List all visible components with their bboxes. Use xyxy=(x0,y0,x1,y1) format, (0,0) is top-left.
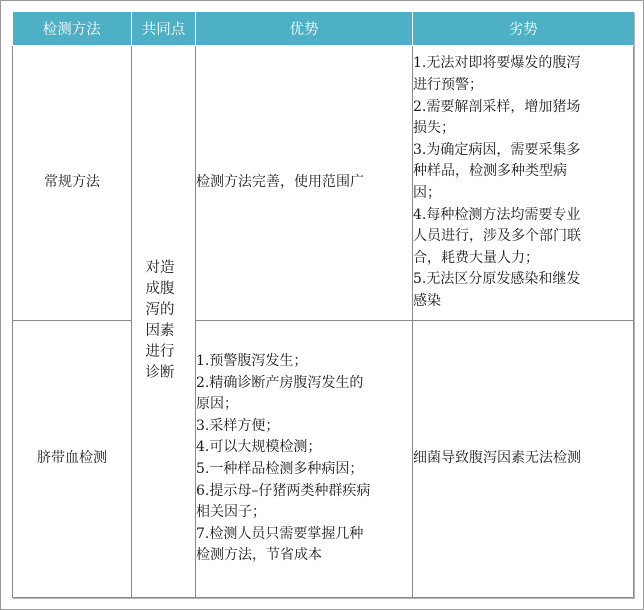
advantage-conventional: 检测方法完善，使用范围广 xyxy=(196,46,413,321)
list-item: 5.无法区分原发感染和继发 xyxy=(413,271,581,288)
list-item: 3.采样方便； xyxy=(196,417,280,434)
list-item: 人员进行，涉及多个部门联 xyxy=(413,228,581,245)
list-item: 4.可以大规模检测； xyxy=(196,439,322,456)
list-item: 感染 xyxy=(413,292,441,309)
list-item: 相关因子； xyxy=(196,504,266,521)
list-item: 因； xyxy=(413,185,441,201)
header-common: 共同点 xyxy=(132,12,196,46)
list-item: 检测方法，节省成本 xyxy=(196,547,322,564)
list-item: 2.精确诊断产房腹泻发生的 xyxy=(196,374,364,391)
list-item: 4.每种检测方法均需要专业 xyxy=(413,206,581,223)
list-item: 1.预警腹泻发生； xyxy=(196,353,308,370)
list-item: 进行预警； xyxy=(413,77,483,94)
common-point-text: 对造成腹泻的因素进行诊断 xyxy=(145,260,175,382)
list-item: 种样品，检测多种类型病 xyxy=(413,163,567,180)
list-item: 6.提示母–仔猪两类种群疾病 xyxy=(196,482,371,499)
common-point-cell xyxy=(132,46,196,598)
table-header-row xyxy=(13,12,634,46)
method-cord-blood: 脐带血检测 xyxy=(13,321,132,598)
list-item: 5.一种样品检测多种病因； xyxy=(196,461,364,477)
list-item: 损失； xyxy=(413,120,455,137)
list-item: 3.为确定病因，需要采集多 xyxy=(413,141,581,158)
disadvantage-cord-blood: 细菌导致腹泻因素无法检测 xyxy=(413,321,634,598)
disadvantage-conventional xyxy=(413,46,634,321)
table-row-conventional xyxy=(13,46,634,321)
header-method: 检测方法 xyxy=(13,12,132,46)
method-conventional: 常规方法 xyxy=(13,46,132,321)
advantage-cord-blood xyxy=(196,321,413,598)
list-item: 1.无法对即将要爆发的腹泻 xyxy=(413,55,581,72)
list-item: 合，耗费大量人力； xyxy=(413,249,539,266)
comparison-table xyxy=(12,12,634,598)
header-disadvantage: 劣势 xyxy=(413,12,634,46)
list-item: 7.检测人员只需要掌握几种 xyxy=(196,525,364,542)
list-item: 原因； xyxy=(196,396,238,413)
list-item: 2.需要解剖采样，增加猪场 xyxy=(413,98,581,115)
table-row-cord-blood xyxy=(13,321,634,598)
header-advantage: 优势 xyxy=(196,12,413,46)
